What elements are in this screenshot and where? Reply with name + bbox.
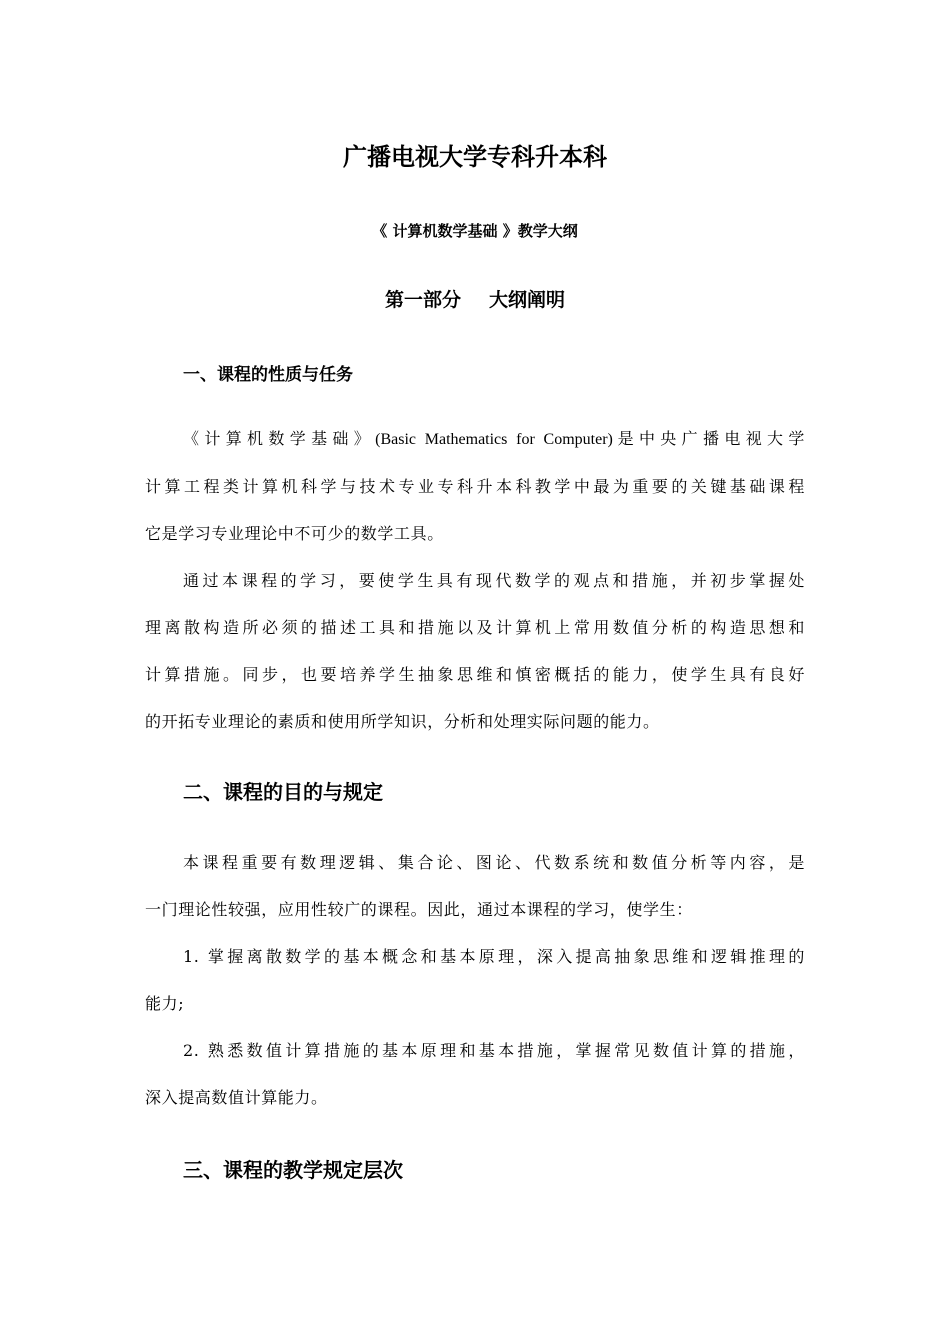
paragraph-line: 通过本课程的学习，要使学生具有现代数学的观点和措施，并初步掌握处 <box>183 571 805 590</box>
part-name: 大纲阐明 <box>489 289 566 311</box>
paragraph-line: 理离散构造所必须的描述工具和措施以及计算机上常用数值分析的构造思想和 <box>145 618 805 637</box>
section-1-heading: 一、课程的性质与任务 <box>183 365 353 385</box>
list-item-line: 1. 掌握离散数学的基本概念和基本原理，深入提高抽象思维和逻辑推理的 <box>183 947 805 966</box>
part-number: 第一部分 <box>384 289 461 311</box>
main-title: 广播电视大学专科升本科 <box>343 143 607 171</box>
paragraph-text: 是中央广播电视大学 <box>612 429 805 448</box>
list-item-line: 2. 熟悉数值计算措施的基本原理和基本措施，掌握常见数值计算的措施， <box>183 1041 805 1060</box>
paragraph-line: 本课程重要有数理逻辑、集合论、图论、代数系统和数值分析等内容，是 <box>183 853 805 872</box>
list-item-line: 能力; <box>145 994 185 1013</box>
paragraph-line: 的开拓专业理论的素质和使用所学知识，分析和处理实际问题的能力。 <box>145 712 660 731</box>
paragraph-line: 一门理论性较强，应用性较广的课程。因此，通过本课程的学习，使学生： <box>145 900 693 919</box>
paragraph-line: 计算措施。同步，也要培养学生抽象思维和慎密概括的能力，使学生具有良好 <box>145 665 805 684</box>
paragraph-line <box>183 426 805 449</box>
paragraph-line: 它是学习专业理论中不可少的数学工具。 <box>145 524 444 543</box>
part-title <box>0 285 950 312</box>
paragraph-line: 计算工程类计算机科学与技术专业专科升本科教学中最为重要的关键基础课程 <box>145 477 805 496</box>
section-3-heading: 三、课程的教学规定层次 <box>183 1158 403 1182</box>
section-2-heading: 二、课程的目的与规定 <box>183 780 383 804</box>
course-english-name: (Basic Mathematics for Computer) <box>375 431 613 448</box>
course-name-text: 《计算机数学基础》 <box>183 429 376 448</box>
syllabus-subtitle: 《 计算机数学基础 》教学大纲 <box>372 222 578 240</box>
list-item-line: 深入提高数值计算能力。 <box>145 1088 328 1107</box>
